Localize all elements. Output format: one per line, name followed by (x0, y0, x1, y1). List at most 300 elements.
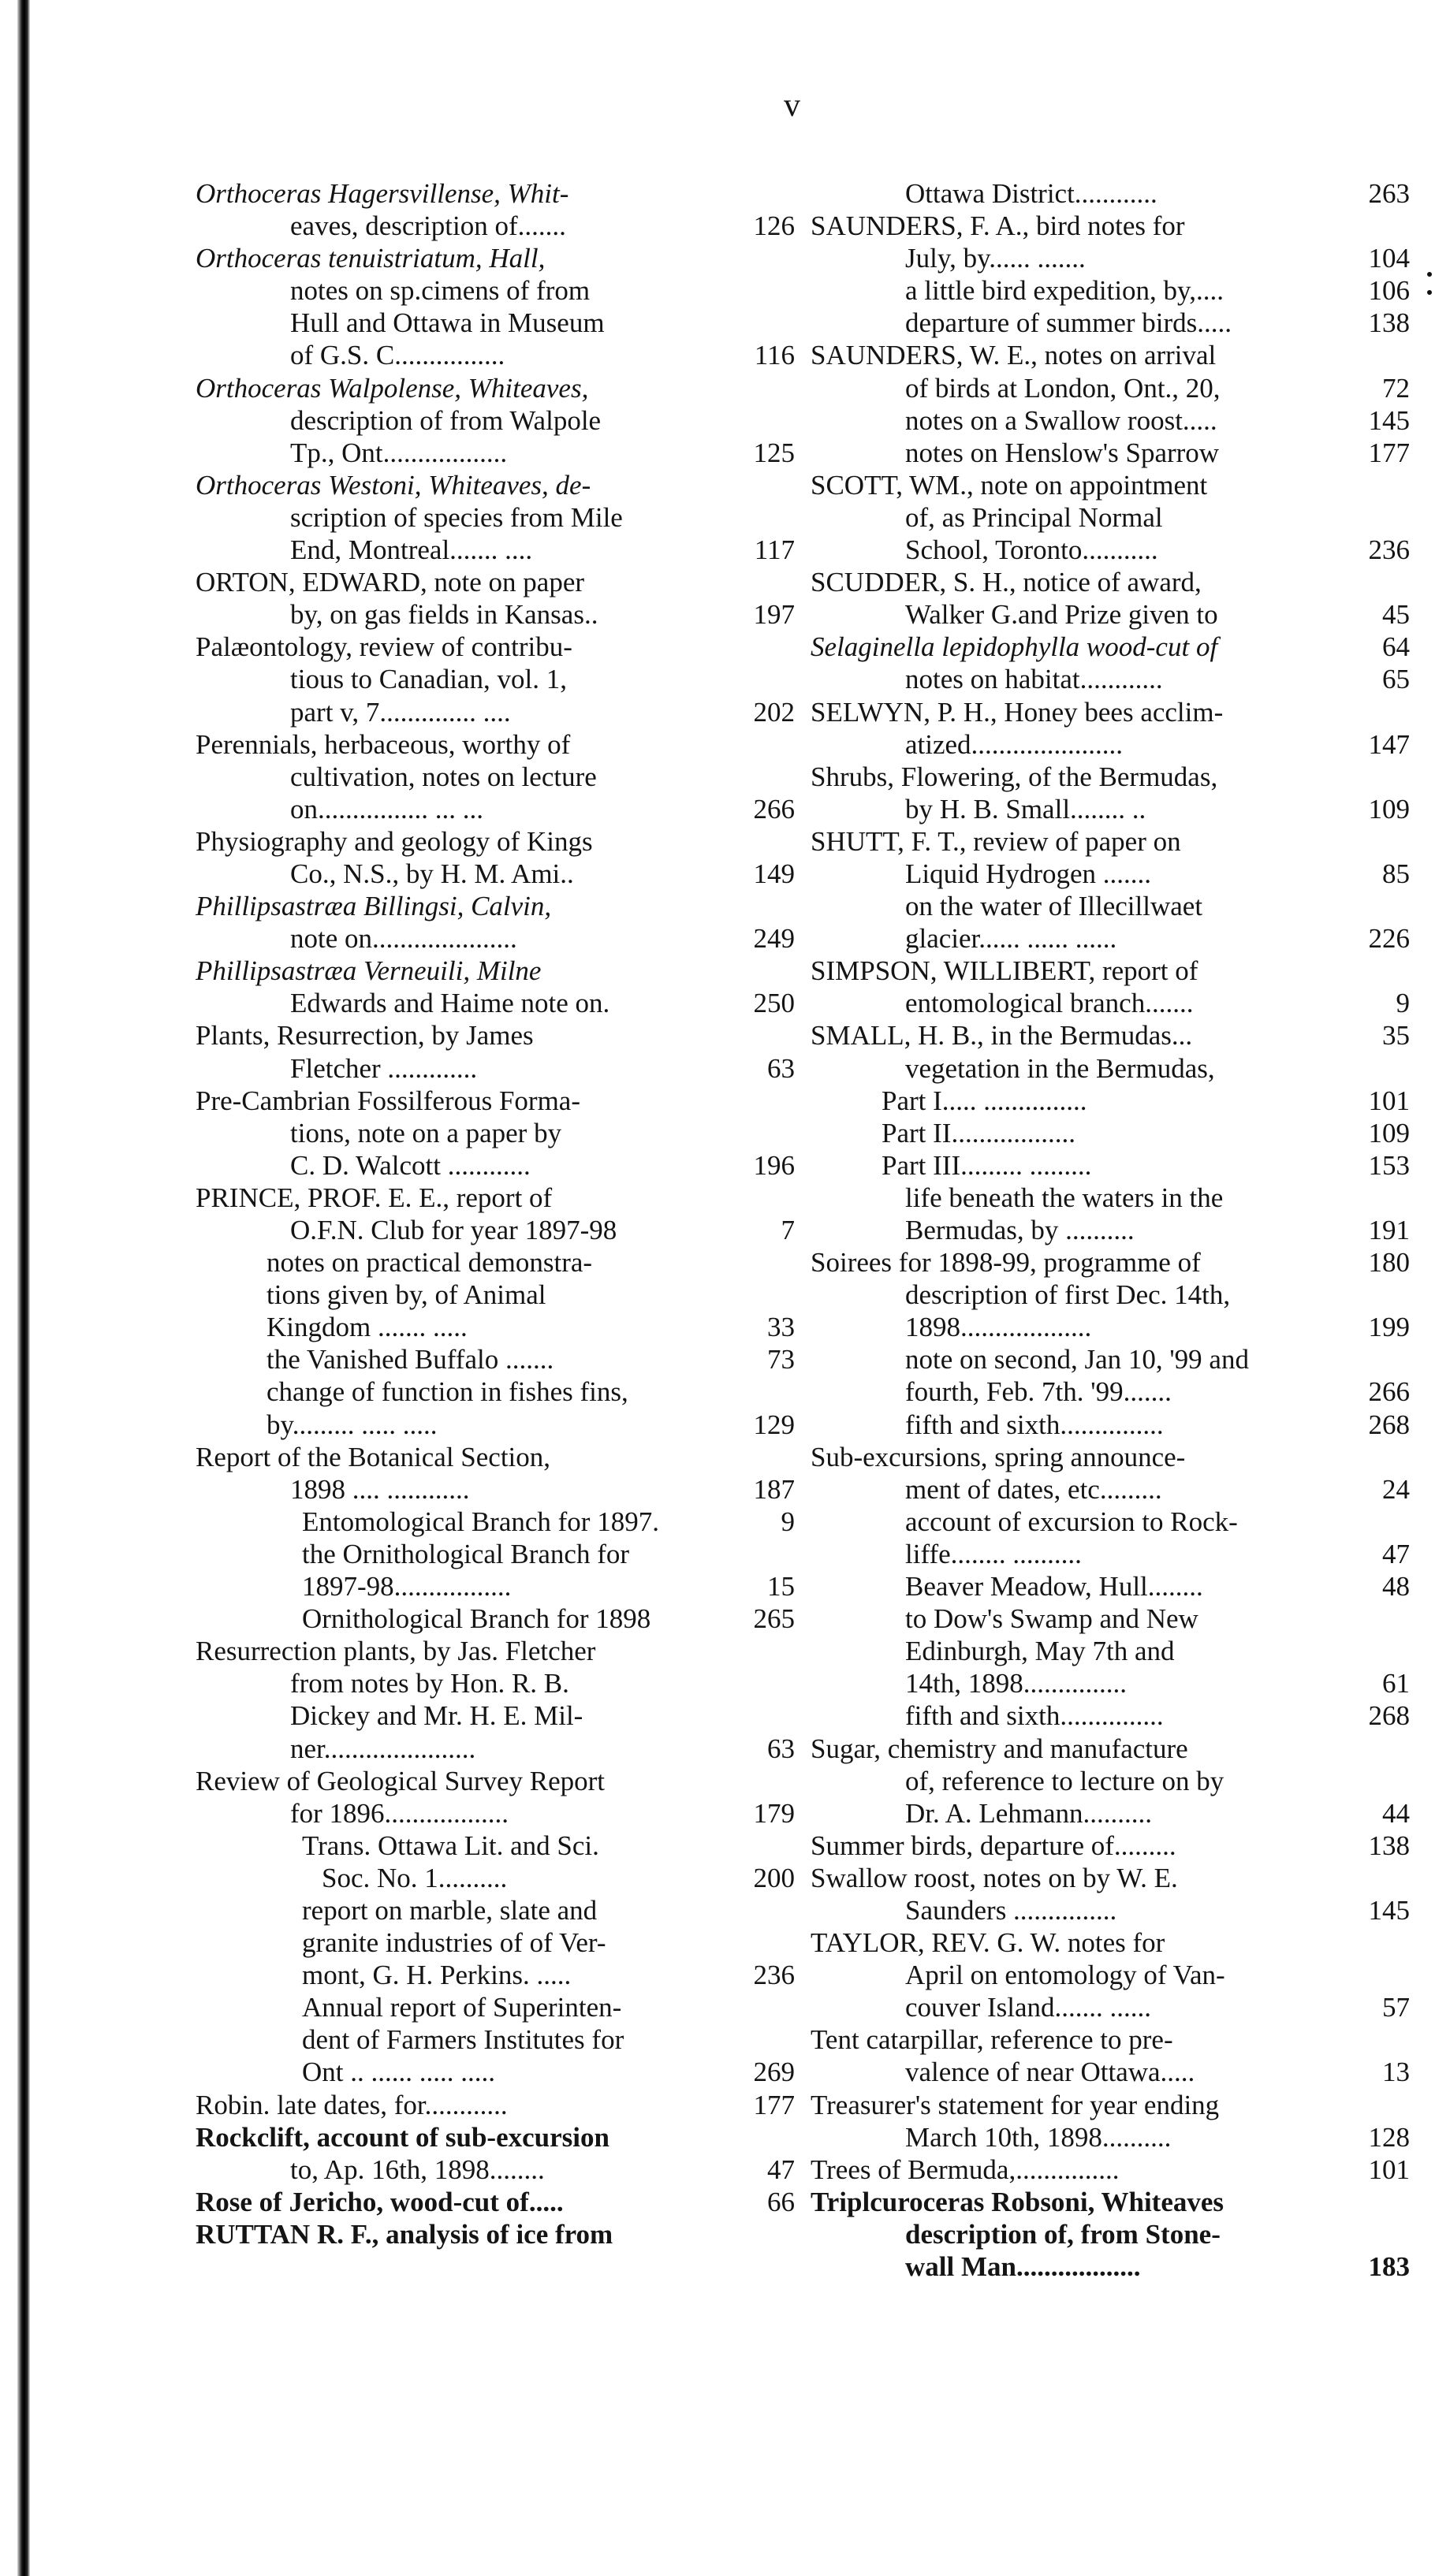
index-entry-text: from notes by Hon. R. B. (290, 1668, 569, 1699)
index-entry-page-number: 196 (753, 1149, 795, 1181)
index-entry-page-number: 101 (1368, 2153, 1410, 2185)
index-entry-line (811, 825, 1410, 858)
index-entry-page-number: 85 (1382, 858, 1410, 889)
index-entry-page-number: 226 (1368, 923, 1410, 955)
index-entry-line (811, 663, 1410, 695)
index-entry-text: Summer birds, departure of......... (811, 1830, 1176, 1861)
index-entry-text: the Ornithological Branch for (302, 1538, 630, 1569)
index-entry-text: Annual report of Superinten- (302, 1992, 622, 2023)
index-entry-line (196, 1699, 795, 1732)
index-entry-text: Walker G.and Prize given to (905, 599, 1218, 631)
margin-speck (1427, 272, 1432, 277)
index-entry-page-number: 63 (767, 1733, 795, 1764)
index-entry-line (196, 469, 795, 501)
index-entry-text: couver Island....... ...... (905, 1992, 1152, 2023)
index-entry-line (811, 210, 1410, 242)
index-entry-line (811, 177, 1410, 210)
index-entry-line (811, 631, 1410, 663)
index-entry-text: for 1896.................. (290, 1797, 509, 1829)
index-entry-text: Soirees for 1898-99, programme of (811, 1247, 1201, 1279)
index-entry-page-number: 249 (753, 923, 795, 955)
index-entry-text: Beaver Meadow, Hull........ (905, 1571, 1203, 1603)
index-entry-line (196, 274, 795, 307)
index-entry-text: 1898................... (905, 1312, 1092, 1343)
index-entry-text: Shrubs, Flowering, of the Bermudas, (811, 761, 1218, 792)
index-entry-text: a little bird expedition, by,.... (905, 275, 1224, 307)
index-entry-text: Soc. No. 1.......... (322, 1862, 508, 1893)
index-entry-text: Trans. Ottawa Lit. and Sci. (302, 1830, 599, 1861)
index-entry-page-number: 180 (1368, 1247, 1410, 1279)
index-entry-text: SAUNDERS, W. E., notes on arrival (811, 340, 1217, 371)
index-entry-text: End, Montreal....... .... (290, 534, 533, 566)
index-entry-text: by......... ..... ..... (267, 1409, 438, 1440)
index-entry-text: fifth and sixth............... (905, 1700, 1164, 1732)
index-entry-page-number: 13 (1382, 2057, 1410, 2088)
index-entry-page-number: 9 (1396, 988, 1410, 1019)
index-entry-line (811, 1473, 1410, 1506)
index-entry-text: description of, from Stone- (905, 2218, 1221, 2250)
index-entry-page-number: 45 (1382, 599, 1410, 631)
index-entry-line (811, 1538, 1410, 1570)
index-entry-line (811, 598, 1410, 631)
index-entry-page-number: 153 (1368, 1149, 1410, 1181)
index-entry-page-number: 48 (1382, 1571, 1410, 1603)
index-entry-line (811, 2023, 1410, 2056)
index-entry-text: Hull and Ottawa in Museum (290, 307, 605, 339)
index-entry-line (196, 339, 795, 371)
index-entry-text: by H. B. Small........ .. (905, 793, 1146, 825)
index-entry-text: note on second, Jan 10, '99 and (905, 1344, 1249, 1375)
index-entry-text: part v, 7.............. .... (290, 696, 511, 728)
index-entry-line (811, 1797, 1410, 1830)
index-entry-page-number: 177 (1368, 437, 1410, 468)
index-entry-line (811, 307, 1410, 339)
index-entry-text: 1897-98................. (302, 1571, 512, 1603)
index-entry-line (196, 2186, 795, 2218)
index-entry-line (196, 437, 795, 469)
index-entry-text: TAYLOR, REV. G. W. notes for (811, 1927, 1165, 1959)
index-entry-line (196, 1343, 795, 1375)
index-entry-line (811, 1182, 1410, 1214)
index-entry-text: Part I..... ............... (882, 1085, 1087, 1116)
index-entry-line (811, 534, 1410, 566)
index-entry-line (811, 1311, 1410, 1343)
index-entry-page-number: 187 (753, 1473, 795, 1505)
index-entry-line (196, 696, 795, 728)
index-entry-text: SCOTT, WM., note on appointment (811, 469, 1208, 501)
index-entry-text: PRINCE, PROF. E. E., report of (196, 1182, 553, 1213)
index-entry-line (811, 242, 1410, 274)
index-entry-line (811, 1635, 1410, 1667)
index-entry-page-number: 250 (753, 988, 795, 1019)
index-entry-text: 14th, 1898............... (905, 1668, 1127, 1699)
index-entry-text: notes on Henslow's Sparrow (905, 437, 1220, 468)
index-entry-line (811, 1506, 1410, 1538)
index-entry-line (196, 534, 795, 566)
index-entry-line (196, 2056, 795, 2088)
index-entry-page-number: 125 (753, 437, 795, 468)
index-entry-line (811, 2121, 1410, 2153)
index-entry-text: atized...................... (905, 728, 1124, 760)
index-entry-text: Dr. A. Lehmann.......... (905, 1797, 1153, 1829)
index-entry-line (196, 242, 795, 274)
index-entry-page-number: 197 (753, 599, 795, 631)
index-entry-line (811, 372, 1410, 404)
index-entry-text: SIMPSON, WILLIBERT, report of (811, 955, 1198, 987)
index-entry-text: SCUDDER, S. H., notice of award, (811, 567, 1202, 598)
index-entry-page-number: 64 (1382, 631, 1410, 663)
index-entry-text: Selaginella lepidophylla wood-cut of (811, 631, 1218, 663)
index-entry-page-number: 47 (1382, 1538, 1410, 1569)
index-entry-line (196, 210, 795, 242)
index-entry-line (196, 1085, 795, 1117)
index-entry-text: April on entomology of Van- (905, 1960, 1225, 1991)
index-entry-page-number: 106 (1368, 275, 1410, 307)
index-entry-text: notes on practical demonstra- (267, 1247, 593, 1279)
book-spine-shadow (17, 0, 30, 2576)
index-entry-text: glacier...... ...... ...... (905, 923, 1117, 955)
index-entry-line (196, 2023, 795, 2056)
index-entry-line (196, 1991, 795, 2023)
index-entry-page-number: 117 (754, 534, 795, 566)
index-entry-text: entomological branch....... (905, 988, 1194, 1019)
index-entry-line (196, 1117, 795, 1149)
index-entry-text: fifth and sixth............... (905, 1409, 1164, 1440)
index-entry-text: Ornithological Branch for 1898 (302, 1603, 651, 1635)
index-entry-text: Physiography and geology of Kings (196, 825, 593, 857)
index-entry-line (811, 1959, 1410, 1991)
index-entry-page-number: 35 (1382, 1020, 1410, 1052)
index-entry-line (811, 2153, 1410, 2186)
index-entry-line (196, 1733, 795, 1765)
index-entry-page-number: 269 (753, 2057, 795, 2088)
index-entry-line (196, 858, 795, 890)
index-entry-text: July, by...... ....... (905, 243, 1086, 274)
index-entry-line (811, 501, 1410, 534)
index-entry-page-number: 145 (1368, 1894, 1410, 1926)
index-entry-page-number: 202 (753, 696, 795, 728)
index-entry-text: description of first Dec. 14th, (905, 1279, 1231, 1311)
index-entry-text: cultivation, notes on lecture (290, 761, 597, 792)
index-entry-page-number: 128 (1368, 2121, 1410, 2153)
index-entry-text: report on marble, slate and (302, 1894, 598, 1926)
index-entry-line (811, 1019, 1410, 1052)
index-entry-line (196, 307, 795, 339)
index-entry-line (811, 793, 1410, 825)
index-entry-line (196, 2121, 795, 2153)
index-entry-page-number: 129 (753, 1409, 795, 1440)
index-entry-page-number: 126 (753, 210, 795, 242)
index-entry-text: RUTTAN R. F., analysis of ice from (196, 2218, 613, 2250)
index-entry-text: Rockclift, account of sub-excursion (196, 2121, 609, 2153)
index-entry-text: Orthoceras tenuistriatum, Hall, (196, 243, 546, 274)
index-entry-page-number: 265 (753, 1603, 795, 1635)
index-entry-line (196, 890, 795, 922)
index-entry-text: tions, note on a paper by (290, 1117, 562, 1148)
index-entry-line (196, 1538, 795, 1570)
index-entry-line (196, 1765, 795, 1797)
index-entry-page-number: 268 (1368, 1700, 1410, 1732)
index-entry-page-number: 47 (767, 2153, 795, 2185)
index-entry-text: Edwards and Haime note on. (290, 988, 610, 1019)
index-entry-line (811, 1085, 1410, 1117)
index-entry-page-number: 266 (753, 793, 795, 825)
index-entry-line (811, 437, 1410, 469)
index-entry-line (811, 404, 1410, 437)
index-entry-line (811, 2250, 1410, 2283)
index-entry-text: O.F.N. Club for year 1897-98 (290, 1215, 617, 1245)
index-entry-text: March 10th, 1898.......... (905, 2121, 1172, 2153)
index-entry-text: Tp., Ont.................. (290, 437, 508, 468)
index-entry-line (196, 1506, 795, 1538)
index-entry-line (196, 177, 795, 210)
index-entry-text: notes on sp.cimens of from (290, 275, 591, 307)
index-entry-text: of birds at London, Ont., 20, (905, 372, 1221, 404)
index-entry-page-number: 65 (1382, 664, 1410, 695)
index-entry-page-number: 138 (1368, 1830, 1410, 1861)
index-entry-line (811, 728, 1410, 761)
index-entry-line (196, 1311, 795, 1343)
index-entry-page-number: 24 (1382, 1473, 1410, 1505)
index-entry-page-number: 57 (1382, 1992, 1410, 2023)
index-entry-text: granite industries of of Ver- (302, 1927, 606, 1959)
index-entry-line (811, 890, 1410, 922)
index-entry-line (811, 1343, 1410, 1375)
index-entry-text: description of from Walpole (290, 404, 602, 436)
index-entry-line (811, 922, 1410, 955)
index-entry-text: Phillipsastræa Billingsi, Calvin, (196, 891, 552, 922)
index-entry-text: C. D. Walcott ............ (290, 1149, 531, 1181)
index-entry-line (196, 793, 795, 825)
index-entry-text: Bermudas, by .......... (905, 1215, 1135, 1245)
index-entry-page-number: 236 (1368, 534, 1410, 566)
index-entry-page-number: 199 (1368, 1312, 1410, 1343)
index-entry-text: SHUTT, F. T., review of paper on (811, 825, 1181, 857)
index-entry-text: Trees of Bermuda,............... (811, 2153, 1120, 2185)
index-entry-page-number: 9 (781, 1506, 795, 1537)
index-entry-text: Ont .. ...... ..... ..... (302, 2057, 495, 2088)
page-number: v (784, 87, 801, 124)
index-entry-text: Co., N.S., by H. M. Ami.. (290, 858, 574, 889)
index-entry-text: note on..................... (290, 923, 517, 955)
index-entry-page-number: 138 (1368, 307, 1410, 339)
index-entry-text: Orthoceras Westoni, Whiteaves, de- (196, 469, 591, 501)
index-entry-text: to Dow's Swamp and New (905, 1603, 1198, 1635)
index-entry-page-number: 7 (781, 1215, 795, 1245)
index-entry-text: by, on gas fields in Kansas.. (290, 599, 598, 631)
index-entry-page-number: 149 (753, 858, 795, 889)
index-entry-page-number: 101 (1368, 1085, 1410, 1116)
index-entry-text: Report of the Botanical Section, (196, 1441, 551, 1472)
index-entry-text: Entomological Branch for 1897. (302, 1506, 659, 1537)
index-entry-line (811, 1214, 1410, 1246)
index-entry-line (811, 1830, 1410, 1862)
index-entry-line (196, 598, 795, 631)
index-entry-text: of, as Principal Normal (905, 501, 1163, 533)
index-entry-text: life beneath the waters in the (905, 1182, 1224, 1213)
index-entry-line (811, 2056, 1410, 2088)
index-entry-text: Review of Geological Survey Report (196, 1765, 606, 1796)
index-entry-page-number: 109 (1368, 1117, 1410, 1148)
index-entry-page-number: 145 (1368, 404, 1410, 436)
index-entry-text: ment of dates, etc......... (905, 1473, 1162, 1505)
index-entry-page-number: 263 (1368, 178, 1410, 209)
index-entry-line (196, 761, 795, 793)
index-entry-text: wall Man.................. (905, 2251, 1141, 2282)
index-entry-line (196, 566, 795, 598)
margin-speck (1427, 290, 1432, 295)
index-entry-text: of G.S. C................ (290, 340, 505, 371)
index-entry-page-number: 73 (767, 1344, 795, 1375)
index-entry-line (196, 1214, 795, 1246)
index-entry-text: Palæontology, review of contribu- (196, 631, 572, 663)
index-entry-text: Resurrection plants, by Jas. Fletcher (196, 1636, 596, 1667)
index-entry-text: SAUNDERS, F. A., bird notes for (811, 210, 1185, 242)
index-entry-line (811, 469, 1410, 501)
index-entry-line (196, 2218, 795, 2250)
index-entry-text: Plants, Resurrection, by James (196, 1020, 534, 1052)
index-entry-line (196, 1246, 795, 1279)
index-entry-line (196, 728, 795, 761)
index-entry-line (811, 955, 1410, 987)
index-entry-text: Tent catarpillar, reference to pre- (811, 2024, 1173, 2056)
index-entry-line (196, 1926, 795, 1959)
index-entry-line (196, 663, 795, 695)
index-entry-text: ner...................... (290, 1733, 476, 1764)
index-entry-line (196, 1959, 795, 1991)
index-entry-page-number: 104 (1368, 243, 1410, 274)
index-entry-page-number: 183 (1368, 2251, 1410, 2282)
index-entry-line (196, 1603, 795, 1635)
index-entry-text: notes on a Swallow roost..... (905, 404, 1217, 436)
index-entry-text: on the water of Illecillwaet (905, 891, 1203, 922)
index-entry-page-number: 200 (753, 1862, 795, 1893)
index-entry-page-number: 72 (1382, 372, 1410, 404)
index-entry-line (196, 1570, 795, 1603)
index-entry-line (196, 1830, 795, 1862)
index-entry-page-number: 44 (1382, 1797, 1410, 1829)
index-entry-text: mont, G. H. Perkins. ..... (302, 1960, 572, 1991)
index-entry-text: Dickey and Mr. H. E. Mil- (290, 1700, 583, 1732)
index-entry-line (196, 1862, 795, 1894)
index-entry-page-number: 63 (767, 1052, 795, 1084)
index-entry-line (196, 1635, 795, 1667)
index-entry-page-number: 179 (753, 1797, 795, 1829)
index-entry-text: SELWYN, P. H., Honey bees acclim- (811, 696, 1224, 728)
index-column-right (811, 177, 1410, 2283)
index-entry-text: School, Toronto........... (905, 534, 1158, 566)
index-entry-line (196, 631, 795, 663)
index-entry-line (196, 372, 795, 404)
index-entry-text: the Vanished Buffalo ....... (267, 1344, 554, 1375)
index-entry-line (811, 1279, 1410, 1311)
index-entry-line (811, 858, 1410, 890)
index-entry-line (196, 1473, 795, 1506)
index-entry-text: scription of species from Mile (290, 501, 623, 533)
index-entry-text: departure of summer birds..... (905, 307, 1232, 339)
index-entry-line (196, 987, 795, 1019)
index-entry-line (196, 501, 795, 534)
index-entry-page-number: 66 (767, 2186, 795, 2217)
index-entry-text: of, reference to lecture on by (905, 1765, 1224, 1796)
index-entry-page-number: 177 (753, 2089, 795, 2120)
index-column-left (196, 177, 795, 2250)
index-entry-line (811, 1052, 1410, 1085)
index-entry-text: liffe........ .......... (905, 1538, 1082, 1569)
index-entry-text: Part II.................. (882, 1117, 1075, 1148)
index-entry-line (811, 1733, 1410, 1765)
index-entry-text: Sub-excursions, spring announce- (811, 1441, 1186, 1472)
index-entry-page-number: 236 (753, 1960, 795, 1991)
index-entry-line (196, 1441, 795, 1473)
index-entry-line (196, 1894, 795, 1926)
index-entry-text: Swallow roost, notes on by W. E. (811, 1862, 1178, 1893)
index-entry-line (811, 987, 1410, 1019)
index-entry-line (196, 1052, 795, 1085)
index-entry-text: ORTON, EDWARD, note on paper (196, 567, 585, 598)
index-entry-text: SMALL, H. B., in the Bermudas... (811, 1020, 1193, 1052)
index-entry-line (811, 1441, 1410, 1473)
index-entry-line (196, 1409, 795, 1441)
index-entry-text: Sugar, chemistry and manufacture (811, 1733, 1188, 1764)
index-entry-line (196, 1667, 795, 1699)
index-entry-line (811, 1926, 1410, 1959)
index-entry-line (811, 1894, 1410, 1926)
index-entry-line (811, 1603, 1410, 1635)
index-entry-text: Perennials, herbaceous, worthy of (196, 728, 571, 760)
index-entry-line (811, 761, 1410, 793)
index-entry-text: Saunders ............... (905, 1894, 1117, 1926)
index-entry-line (811, 1765, 1410, 1797)
index-entry-text: account of excursion to Rock- (905, 1506, 1238, 1537)
index-entry-line (811, 1375, 1410, 1408)
index-entry-line (811, 2186, 1410, 2218)
index-entry-line (811, 1117, 1410, 1149)
index-entry-text: Robin. late dates, for............ (196, 2089, 508, 2120)
index-entry-line (811, 1991, 1410, 2023)
index-entry-line (811, 1246, 1410, 1279)
index-entry-text: eaves, description of....... (290, 210, 566, 242)
index-entry-text: vegetation in the Bermudas, (905, 1052, 1215, 1084)
index-entry-page-number: 266 (1368, 1376, 1410, 1408)
index-entry-line (811, 1699, 1410, 1732)
index-entry-page-number: 33 (767, 1312, 795, 1343)
index-entry-text: on................ ... ... (290, 793, 483, 825)
index-entry-page-number: 147 (1368, 728, 1410, 760)
index-entry-page-number: 191 (1368, 1215, 1410, 1245)
index-entry-text: Fletcher ............. (290, 1052, 478, 1084)
index-entry-text: Liquid Hydrogen ....... (905, 858, 1152, 889)
index-entry-line (196, 922, 795, 955)
index-entry-page-number: 15 (767, 1571, 795, 1603)
index-entry-line (196, 1149, 795, 1182)
index-entry-line (196, 404, 795, 437)
index-entry-text: fourth, Feb. 7th. '99....... (905, 1376, 1172, 1408)
index-entry-line (811, 566, 1410, 598)
index-entry-line (196, 1182, 795, 1214)
index-entry-line (196, 825, 795, 858)
index-entry-text: Treasurer's statement for year ending (811, 2089, 1220, 2120)
index-entry-line (196, 2089, 795, 2121)
index-entry-line (196, 1019, 795, 1052)
index-entry-line (811, 1862, 1410, 1894)
index-entry-text: Pre-Cambrian Fossilferous Forma- (196, 1085, 580, 1116)
index-entry-text: Orthoceras Hagersvillense, Whit- (196, 178, 569, 209)
index-entry-text: tious to Canadian, vol. 1, (290, 664, 567, 695)
index-entry-line (196, 1375, 795, 1408)
index-entry-text: notes on habitat............ (905, 664, 1163, 695)
index-entry-page-number: 109 (1368, 793, 1410, 825)
